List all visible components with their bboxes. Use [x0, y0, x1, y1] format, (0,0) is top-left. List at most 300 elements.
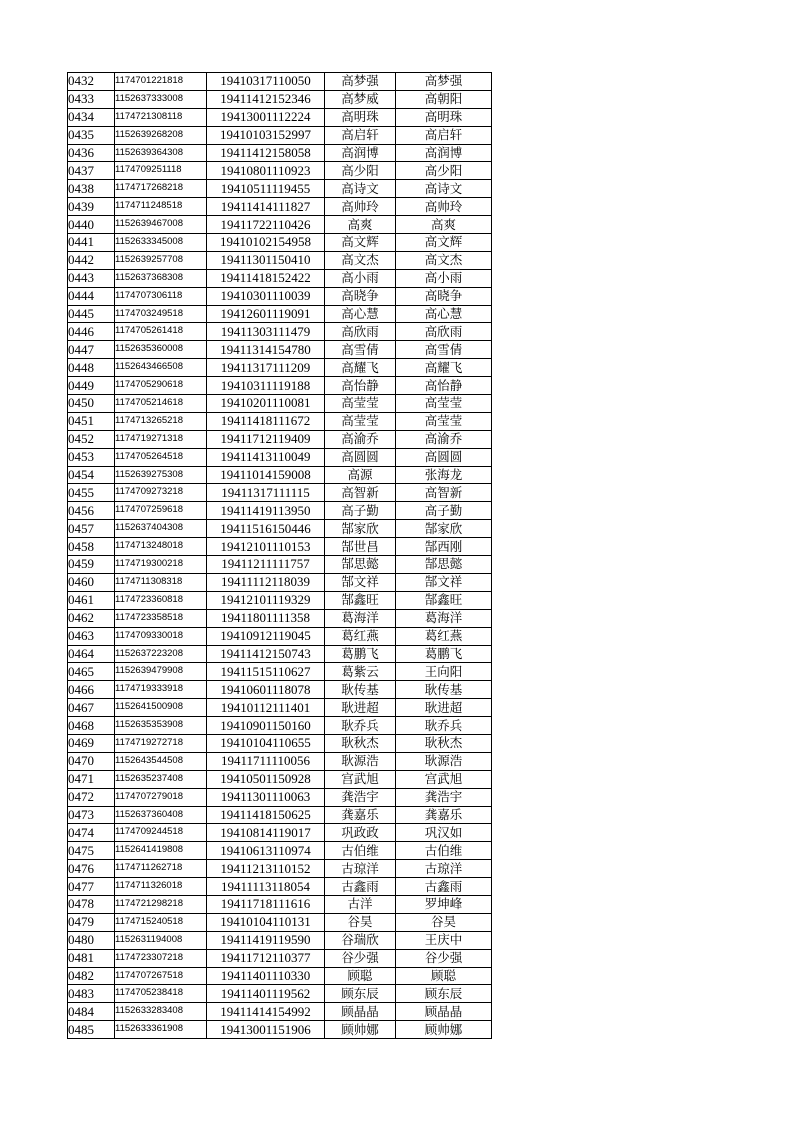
matched-name-cell: 谷少强	[396, 949, 492, 967]
matched-name-cell: 高诗文	[396, 180, 492, 198]
table-row	[68, 734, 492, 752]
exam-number-cell: 19411301110063	[207, 788, 325, 806]
account-number-cell: 1174719271318	[115, 430, 207, 448]
account-number-cell: 1174719333918	[115, 681, 207, 699]
table-row	[68, 627, 492, 645]
account-number-cell: 1152637368308	[115, 269, 207, 287]
row-number-cell: 0453	[68, 448, 115, 466]
exam-number-cell: 19410601118078	[207, 681, 325, 699]
row-number-cell: 0466	[68, 681, 115, 699]
row-number-cell: 0456	[68, 502, 115, 520]
exam-number-cell: 19411401119562	[207, 985, 325, 1003]
matched-name-cell: 罗坤峰	[396, 895, 492, 913]
matched-name-cell: 高子勤	[396, 502, 492, 520]
account-number-cell: 1152635353908	[115, 717, 207, 735]
matched-name-cell: 高莹莹	[396, 412, 492, 430]
registered-name-cell: 高子勤	[325, 502, 396, 520]
row-number-cell: 0479	[68, 913, 115, 931]
matched-name-cell: 高帅玲	[396, 198, 492, 216]
table-row	[68, 73, 492, 91]
roster-table-body	[68, 73, 492, 1039]
account-number-cell: 1152637360408	[115, 806, 207, 824]
table-row	[68, 609, 492, 627]
table-row	[68, 395, 492, 413]
account-number-cell: 1174711308318	[115, 573, 207, 591]
exam-number-cell: 19410814119017	[207, 824, 325, 842]
registered-name-cell: 高怡静	[325, 377, 396, 395]
exam-number-cell: 19413001112224	[207, 108, 325, 126]
row-number-cell: 0448	[68, 359, 115, 377]
registered-name-cell: 谷瑞欣	[325, 931, 396, 949]
exam-number-cell: 19410317110050	[207, 73, 325, 91]
registered-name-cell: 高智新	[325, 484, 396, 502]
row-number-cell: 0445	[68, 305, 115, 323]
account-number-cell: 1174705214618	[115, 395, 207, 413]
matched-name-cell: 高莹莹	[396, 395, 492, 413]
account-number-cell: 1174711248518	[115, 198, 207, 216]
row-number-cell: 0434	[68, 108, 115, 126]
matched-name-cell: 高小雨	[396, 269, 492, 287]
registered-name-cell: 顾晶晶	[325, 1003, 396, 1021]
table-row	[68, 770, 492, 788]
matched-name-cell: 龚嘉乐	[396, 806, 492, 824]
table-row	[68, 752, 492, 770]
account-number-cell: 1152637223208	[115, 645, 207, 663]
row-number-cell: 0483	[68, 985, 115, 1003]
table-row	[68, 717, 492, 735]
table-row	[68, 108, 492, 126]
exam-number-cell: 19410501150928	[207, 770, 325, 788]
registered-name-cell: 古琼洋	[325, 860, 396, 878]
matched-name-cell: 巩汉如	[396, 824, 492, 842]
exam-number-cell: 19411418152422	[207, 269, 325, 287]
account-number-cell: 1174721308118	[115, 108, 207, 126]
row-number-cell: 0432	[68, 73, 115, 91]
matched-name-cell: 顾东辰	[396, 985, 492, 1003]
matched-name-cell: 高智新	[396, 484, 492, 502]
table-row	[68, 198, 492, 216]
matched-name-cell: 高文杰	[396, 251, 492, 269]
exam-number-cell: 19412601119091	[207, 305, 325, 323]
matched-name-cell: 王庆中	[396, 931, 492, 949]
row-number-cell: 0473	[68, 806, 115, 824]
account-number-cell: 1152637404308	[115, 520, 207, 538]
matched-name-cell: 耿乔兵	[396, 717, 492, 735]
matched-name-cell: 耿源浩	[396, 752, 492, 770]
registered-name-cell: 巩政政	[325, 824, 396, 842]
matched-name-cell: 谷昊	[396, 913, 492, 931]
matched-name-cell: 高启轩	[396, 126, 492, 144]
row-number-cell: 0437	[68, 162, 115, 180]
row-number-cell: 0461	[68, 591, 115, 609]
exam-number-cell: 19411412150743	[207, 645, 325, 663]
account-number-cell: 1174719272718	[115, 734, 207, 752]
row-number-cell: 0477	[68, 878, 115, 896]
exam-number-cell: 19411211111757	[207, 556, 325, 574]
registered-name-cell: 郜思懿	[325, 556, 396, 574]
table-row	[68, 556, 492, 574]
row-number-cell: 0438	[68, 180, 115, 198]
exam-number-cell: 19410511119455	[207, 180, 325, 198]
row-number-cell: 0474	[68, 824, 115, 842]
exam-number-cell: 19411014159008	[207, 466, 325, 484]
matched-name-cell: 葛海洋	[396, 609, 492, 627]
account-number-cell: 1174723307218	[115, 949, 207, 967]
matched-name-cell: 高耀飞	[396, 359, 492, 377]
account-number-cell: 1174707259618	[115, 502, 207, 520]
registered-name-cell: 高莹莹	[325, 412, 396, 430]
registered-name-cell: 郜文祥	[325, 573, 396, 591]
row-number-cell: 0441	[68, 234, 115, 252]
registered-name-cell: 高莹莹	[325, 395, 396, 413]
row-number-cell: 0476	[68, 860, 115, 878]
row-number-cell: 0455	[68, 484, 115, 502]
table-row	[68, 913, 492, 931]
exam-number-cell: 19411419119590	[207, 931, 325, 949]
registered-name-cell: 高欣雨	[325, 323, 396, 341]
registered-name-cell: 高渝乔	[325, 430, 396, 448]
registered-name-cell: 耿传基	[325, 681, 396, 699]
account-number-cell: 1152643544508	[115, 752, 207, 770]
registered-name-cell: 高启轩	[325, 126, 396, 144]
registered-name-cell: 宫武旭	[325, 770, 396, 788]
row-number-cell: 0470	[68, 752, 115, 770]
row-number-cell: 0481	[68, 949, 115, 967]
matched-name-cell: 高雪倩	[396, 341, 492, 359]
registered-name-cell: 高爽	[325, 216, 396, 234]
row-number-cell: 0468	[68, 717, 115, 735]
table-row	[68, 681, 492, 699]
exam-number-cell: 19411301150410	[207, 251, 325, 269]
registered-name-cell: 古洋	[325, 895, 396, 913]
table-row	[68, 1021, 492, 1039]
account-number-cell: 1174713265218	[115, 412, 207, 430]
account-number-cell: 1174709330018	[115, 627, 207, 645]
row-number-cell: 0444	[68, 287, 115, 305]
row-number-cell: 0467	[68, 699, 115, 717]
exam-number-cell: 19413001151906	[207, 1021, 325, 1039]
table-row	[68, 90, 492, 108]
exam-number-cell: 19411213110152	[207, 860, 325, 878]
row-number-cell: 0475	[68, 842, 115, 860]
table-row	[68, 878, 492, 896]
table-row	[68, 663, 492, 681]
exam-number-cell: 19411712119409	[207, 430, 325, 448]
registered-name-cell: 高晓争	[325, 287, 396, 305]
account-number-cell: 1174705264518	[115, 448, 207, 466]
table-row	[68, 234, 492, 252]
matched-name-cell: 高梦强	[396, 73, 492, 91]
row-number-cell: 0469	[68, 734, 115, 752]
exam-number-cell: 19412101119329	[207, 591, 325, 609]
row-number-cell: 0450	[68, 395, 115, 413]
exam-number-cell: 19411801111358	[207, 609, 325, 627]
account-number-cell: 1174713248018	[115, 538, 207, 556]
exam-number-cell: 19411113118054	[207, 878, 325, 896]
account-number-cell: 1174705238418	[115, 985, 207, 1003]
registered-name-cell: 高帅玲	[325, 198, 396, 216]
table-row	[68, 985, 492, 1003]
exam-number-cell: 19411418111672	[207, 412, 325, 430]
row-number-cell: 0465	[68, 663, 115, 681]
account-number-cell: 1152637333008	[115, 90, 207, 108]
account-number-cell: 1152639275308	[115, 466, 207, 484]
row-number-cell: 0457	[68, 520, 115, 538]
matched-name-cell: 郜鑫旺	[396, 591, 492, 609]
exam-number-cell: 19411722110426	[207, 216, 325, 234]
exam-number-cell: 19410901150160	[207, 717, 325, 735]
account-number-cell: 1174709273218	[115, 484, 207, 502]
table-row	[68, 126, 492, 144]
matched-name-cell: 高朝阳	[396, 90, 492, 108]
table-row	[68, 216, 492, 234]
registered-name-cell: 葛鹏飞	[325, 645, 396, 663]
matched-name-cell: 郜家欣	[396, 520, 492, 538]
account-number-cell: 1152639257708	[115, 251, 207, 269]
table-row	[68, 287, 492, 305]
account-number-cell: 1174703249518	[115, 305, 207, 323]
row-number-cell: 0435	[68, 126, 115, 144]
table-row	[68, 305, 492, 323]
table-row	[68, 412, 492, 430]
registered-name-cell: 龚浩宇	[325, 788, 396, 806]
row-number-cell: 0464	[68, 645, 115, 663]
row-number-cell: 0451	[68, 412, 115, 430]
matched-name-cell: 高晓争	[396, 287, 492, 305]
matched-name-cell: 古伯维	[396, 842, 492, 860]
matched-name-cell: 古琼洋	[396, 860, 492, 878]
table-row	[68, 1003, 492, 1021]
row-number-cell: 0485	[68, 1021, 115, 1039]
exam-number-cell: 19410912119045	[207, 627, 325, 645]
exam-number-cell: 19411516150446	[207, 520, 325, 538]
matched-name-cell: 耿进超	[396, 699, 492, 717]
account-number-cell: 1174705290618	[115, 377, 207, 395]
matched-name-cell: 宫武旭	[396, 770, 492, 788]
registered-name-cell: 顾帅娜	[325, 1021, 396, 1039]
exam-number-cell: 19411515110627	[207, 663, 325, 681]
account-number-cell: 1152639268208	[115, 126, 207, 144]
table-row	[68, 269, 492, 287]
row-number-cell: 0458	[68, 538, 115, 556]
exam-number-cell: 19410112111401	[207, 699, 325, 717]
exam-number-cell: 19411314154780	[207, 341, 325, 359]
row-number-cell: 0459	[68, 556, 115, 574]
row-number-cell: 0460	[68, 573, 115, 591]
table-row	[68, 162, 492, 180]
matched-name-cell: 高圆圆	[396, 448, 492, 466]
exam-number-cell: 19410201110081	[207, 395, 325, 413]
table-row	[68, 967, 492, 985]
registered-name-cell: 葛紫云	[325, 663, 396, 681]
table-row	[68, 949, 492, 967]
row-number-cell: 0478	[68, 895, 115, 913]
row-number-cell: 0439	[68, 198, 115, 216]
exam-number-cell: 19411401110330	[207, 967, 325, 985]
row-number-cell: 0442	[68, 251, 115, 269]
registered-name-cell: 高文杰	[325, 251, 396, 269]
matched-name-cell: 高渝乔	[396, 430, 492, 448]
matched-name-cell: 耿秋杰	[396, 734, 492, 752]
registered-name-cell: 耿秋杰	[325, 734, 396, 752]
account-number-cell: 1152633345008	[115, 234, 207, 252]
account-number-cell: 1174707267518	[115, 967, 207, 985]
registered-name-cell: 顾东辰	[325, 985, 396, 1003]
registered-name-cell: 高源	[325, 466, 396, 484]
matched-name-cell: 郜文祥	[396, 573, 492, 591]
table-row	[68, 359, 492, 377]
matched-name-cell: 顾聪	[396, 967, 492, 985]
row-number-cell: 0454	[68, 466, 115, 484]
matched-name-cell: 高明珠	[396, 108, 492, 126]
account-number-cell: 1174723358518	[115, 609, 207, 627]
account-number-cell: 1152631194008	[115, 931, 207, 949]
row-number-cell: 0452	[68, 430, 115, 448]
account-number-cell: 1174707279018	[115, 788, 207, 806]
matched-name-cell: 张海龙	[396, 466, 492, 484]
row-number-cell: 0449	[68, 377, 115, 395]
matched-name-cell: 高怡静	[396, 377, 492, 395]
account-number-cell: 1174711262718	[115, 860, 207, 878]
exam-number-cell: 19410301110039	[207, 287, 325, 305]
matched-name-cell: 高润博	[396, 144, 492, 162]
table-row	[68, 448, 492, 466]
registered-name-cell: 高圆圆	[325, 448, 396, 466]
registered-name-cell: 高明珠	[325, 108, 396, 126]
table-row	[68, 484, 492, 502]
registered-name-cell: 谷昊	[325, 913, 396, 931]
exam-number-cell: 19411412152346	[207, 90, 325, 108]
exam-number-cell: 19411718111616	[207, 895, 325, 913]
registered-name-cell: 郜鑫旺	[325, 591, 396, 609]
row-number-cell: 0443	[68, 269, 115, 287]
exam-number-cell: 19411414111827	[207, 198, 325, 216]
registered-name-cell: 高心慧	[325, 305, 396, 323]
registered-name-cell: 高梦威	[325, 90, 396, 108]
row-number-cell: 0433	[68, 90, 115, 108]
row-number-cell: 0447	[68, 341, 115, 359]
account-number-cell: 1174719300218	[115, 556, 207, 574]
table-row	[68, 144, 492, 162]
exam-number-cell: 19411303111479	[207, 323, 325, 341]
account-number-cell: 1152641419808	[115, 842, 207, 860]
table-row	[68, 377, 492, 395]
account-number-cell: 1152633361908	[115, 1021, 207, 1039]
matched-name-cell: 高文辉	[396, 234, 492, 252]
exam-number-cell: 19411317111209	[207, 359, 325, 377]
matched-name-cell: 高心慧	[396, 305, 492, 323]
matched-name-cell: 龚浩宇	[396, 788, 492, 806]
table-row	[68, 860, 492, 878]
row-number-cell: 0462	[68, 609, 115, 627]
account-number-cell: 1174711326018	[115, 878, 207, 896]
table-row	[68, 180, 492, 198]
matched-name-cell: 高少阳	[396, 162, 492, 180]
account-number-cell: 1174705261418	[115, 323, 207, 341]
registered-name-cell: 顾聪	[325, 967, 396, 985]
account-number-cell: 1152641500908	[115, 699, 207, 717]
matched-name-cell: 古鑫雨	[396, 878, 492, 896]
registered-name-cell: 古鑫雨	[325, 878, 396, 896]
exam-number-cell: 19410104110131	[207, 913, 325, 931]
registered-name-cell: 高诗文	[325, 180, 396, 198]
exam-number-cell: 19411419113950	[207, 502, 325, 520]
table-row	[68, 466, 492, 484]
table-row	[68, 699, 492, 717]
registered-name-cell: 高雪倩	[325, 341, 396, 359]
row-number-cell: 0482	[68, 967, 115, 985]
matched-name-cell: 顾晶晶	[396, 1003, 492, 1021]
table-row	[68, 842, 492, 860]
table-row	[68, 591, 492, 609]
account-number-cell: 1152639479908	[115, 663, 207, 681]
matched-name-cell: 高爽	[396, 216, 492, 234]
table-row	[68, 895, 492, 913]
matched-name-cell: 王向阳	[396, 663, 492, 681]
account-number-cell: 1174709251118	[115, 162, 207, 180]
exam-number-cell: 19410613110974	[207, 842, 325, 860]
table-row	[68, 645, 492, 663]
account-number-cell: 1174717268218	[115, 180, 207, 198]
table-row	[68, 788, 492, 806]
account-number-cell: 1152643466508	[115, 359, 207, 377]
account-number-cell: 1174709244518	[115, 824, 207, 842]
registered-name-cell: 郜家欣	[325, 520, 396, 538]
exam-number-cell: 19411414154992	[207, 1003, 325, 1021]
table-row	[68, 502, 492, 520]
row-number-cell: 0446	[68, 323, 115, 341]
registered-name-cell: 葛海洋	[325, 609, 396, 627]
registered-name-cell: 高耀飞	[325, 359, 396, 377]
account-number-cell: 1174707306118	[115, 287, 207, 305]
exam-number-cell: 19410102154958	[207, 234, 325, 252]
row-number-cell: 0480	[68, 931, 115, 949]
exam-number-cell: 19410311119188	[207, 377, 325, 395]
exam-number-cell: 19411712110377	[207, 949, 325, 967]
matched-name-cell: 耿传基	[396, 681, 492, 699]
account-number-cell: 1152635360008	[115, 341, 207, 359]
account-number-cell: 1174721298218	[115, 895, 207, 913]
row-number-cell: 0436	[68, 144, 115, 162]
account-number-cell: 1152635237408	[115, 770, 207, 788]
table-row	[68, 520, 492, 538]
row-number-cell: 0463	[68, 627, 115, 645]
matched-name-cell: 高欣雨	[396, 323, 492, 341]
exam-number-cell: 19410104110655	[207, 734, 325, 752]
table-row	[68, 573, 492, 591]
account-number-cell: 1174701221818	[115, 73, 207, 91]
registered-name-cell: 高文辉	[325, 234, 396, 252]
table-row	[68, 931, 492, 949]
exam-number-cell: 19411317111115	[207, 484, 325, 502]
registered-name-cell: 龚嘉乐	[325, 806, 396, 824]
registered-name-cell: 高小雨	[325, 269, 396, 287]
exam-number-cell: 19411112118039	[207, 573, 325, 591]
matched-name-cell: 顾帅娜	[396, 1021, 492, 1039]
registered-name-cell: 耿源浩	[325, 752, 396, 770]
registered-name-cell: 耿进超	[325, 699, 396, 717]
row-number-cell: 0471	[68, 770, 115, 788]
matched-name-cell: 葛鹏飞	[396, 645, 492, 663]
account-number-cell: 1152639467008	[115, 216, 207, 234]
table-row	[68, 323, 492, 341]
matched-name-cell: 郜思懿	[396, 556, 492, 574]
table-row	[68, 538, 492, 556]
table-row	[68, 341, 492, 359]
exam-number-cell: 19411412158058	[207, 144, 325, 162]
registered-name-cell: 高梦强	[325, 73, 396, 91]
exam-number-cell: 19411711110056	[207, 752, 325, 770]
